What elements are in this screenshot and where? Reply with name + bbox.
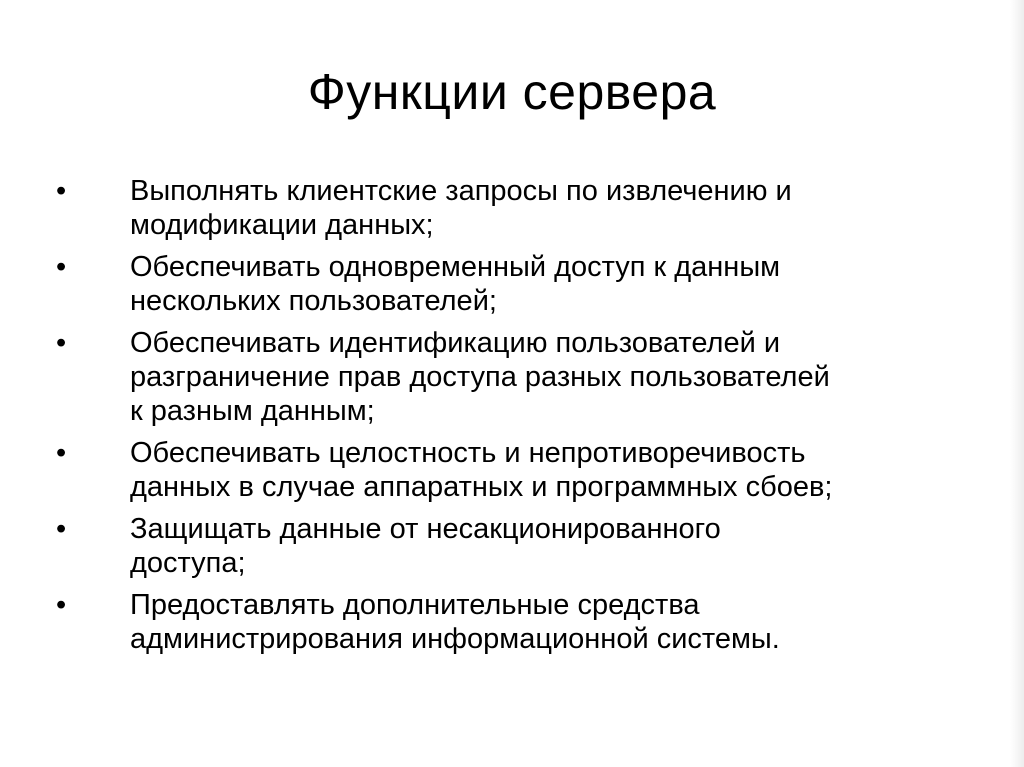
bullet-line: данных в случае аппаратных и программных сбоев; — [130, 471, 833, 503]
bullet-line: Обеспечивать идентификацию пользователей и — [130, 327, 781, 359]
bullet-list — [56, 174, 976, 664]
bullet-item — [56, 326, 976, 428]
bullet-marker: • — [56, 437, 67, 469]
bullet-marker: • — [56, 327, 67, 359]
bullet-text — [130, 250, 976, 318]
bullet-line: Защищать данные от несакционированного — [130, 513, 721, 545]
bullet-line: администрирования информационной системы. — [130, 623, 780, 655]
bullet-text — [130, 588, 976, 656]
bullet-line: Обеспечивать целостность и непротиворечивость — [130, 437, 806, 469]
bullet-marker: • — [56, 589, 67, 621]
bullet-item — [56, 174, 976, 242]
bullet-text — [130, 326, 976, 428]
bullet-line: Обеспечивать одновременный доступ к данным — [130, 251, 781, 283]
bullet-item — [56, 588, 976, 656]
bullet-marker: • — [56, 251, 67, 283]
slide-title: Функции сервера — [307, 64, 717, 120]
bullet-marker: • — [56, 175, 67, 207]
bullet-line: Предоставлять дополнительные средства — [130, 589, 700, 621]
bullet-line: разграничение прав доступа разных пользователей — [130, 361, 830, 393]
bullet-line: модификации данных; — [130, 209, 434, 241]
bullet-text — [130, 174, 976, 242]
bullet-line: доступа; — [130, 547, 246, 579]
bullet-line: Выполнять клиентские запросы по извлечению и — [130, 175, 792, 207]
bullet-item — [56, 512, 976, 580]
bullet-item — [56, 436, 976, 504]
bullet-marker: • — [56, 513, 67, 545]
bullet-item — [56, 250, 976, 318]
bullet-text — [130, 436, 976, 504]
bullet-text — [130, 512, 976, 580]
bullet-line: нескольких пользователей; — [130, 285, 497, 317]
bullet-line: к разным данным; — [130, 395, 375, 427]
